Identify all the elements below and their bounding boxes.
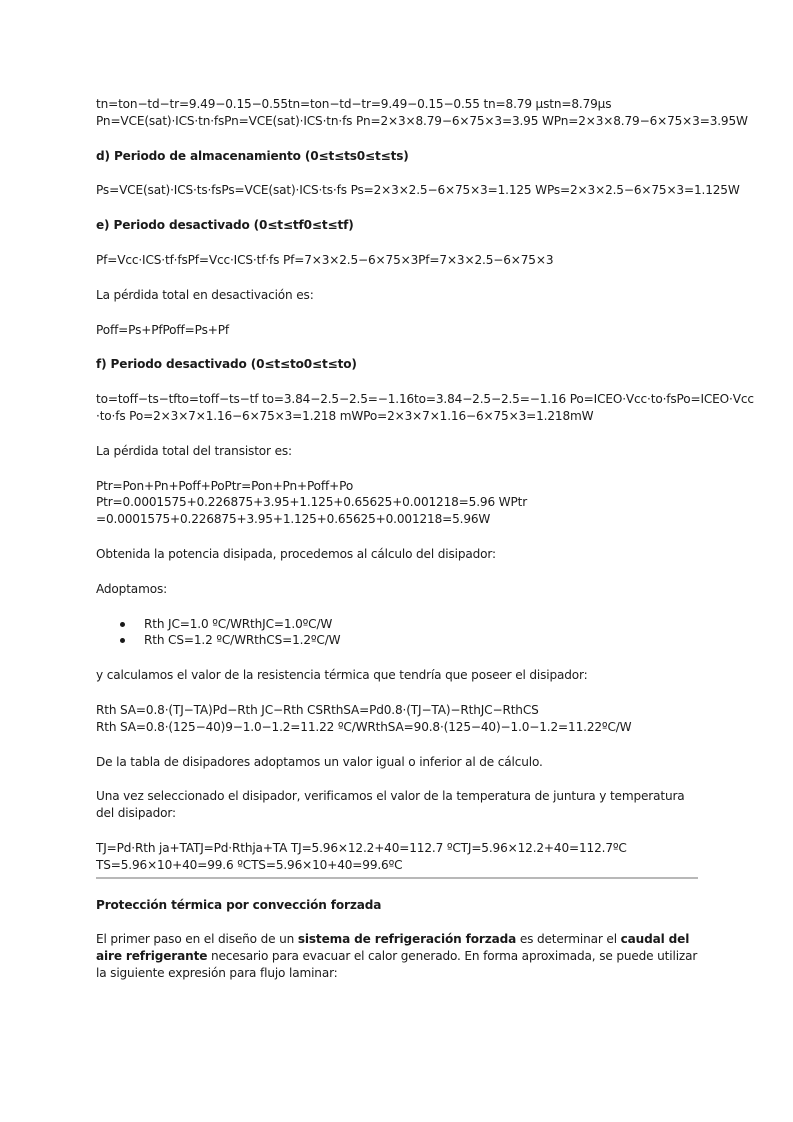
tabla-text: De la tabla de disipadores adoptamos un valor igual o inferior al de cálculo. bbox=[96, 754, 543, 769]
rsa-intro-text: y calculamos el valor de la resistencia térmica que tendría que poseer el disipador: bbox=[96, 668, 588, 683]
paragraph-text-part-3: necesario para evacuar el calor generado. En forma aproximada, se puede utilizar la siguiente expresión para flujo laminar: bbox=[96, 949, 698, 980]
list-item bbox=[120, 632, 703, 649]
tj-formula: TJ=Pd·Rth ja+TATJ=Pd·Rthja+TA TJ=5.96×12.2+40=112.7 ºCTJ=5.96×12.2+40=112.7ºC bbox=[96, 840, 627, 855]
pn-formula: Pn=VCE(sat)·ICS·tn·fsPn=VCE(sat)·ICS·tn·fs Pn=2×3×8.79−6×75×3=3.95 WPn=2×3×8.79−6×75×3=3.95W bbox=[96, 113, 748, 128]
bold-term-air-flow: caudal del aire refrigerante bbox=[96, 932, 690, 964]
to-formula-line-1: to=toff−ts−tfto=toff−ts−tf to=3.84−2.5−2.5=−1.16to=3.84−2.5−2.5=−1.16 Po=ICEO·Vcc·to·fsPo=ICEO·Vcc bbox=[96, 392, 754, 407]
heading-off-period-tf: e) Periodo desactivado (0≤t≤tf0≤t≤tf) bbox=[96, 218, 354, 233]
to-formula-line-2: ·to·fs Po=2×3×7×1.16−6×75×3=1.218 mWPo=2×3×7×1.16−6×75×3=1.218mW bbox=[96, 408, 594, 423]
adoptamos-text: Adoptamos: bbox=[96, 581, 168, 596]
paragraph-text-part-2: es determinar el bbox=[516, 932, 621, 947]
poff-formula: Poff=Ps+PfPoff=Ps+Pf bbox=[96, 322, 229, 337]
poff-intro-text: La pérdida total en desactivación es: bbox=[96, 287, 314, 302]
bullet-text-rthjc: Rth JC=1.0 ºC/WRthJC=1.0ºC/W bbox=[144, 616, 333, 631]
heading-off-period-to: f) Periodo desactivado (0≤t≤to0≤t≤to) bbox=[96, 357, 357, 372]
ps-formula: Ps=VCE(sat)·ICS·ts·fsPs=VCE(sat)·ICS·ts·fs Ps=2×3×2.5−6×75×3=1.125 WPs=2×3×2.5−6×75×3=1.125W bbox=[96, 183, 740, 198]
bold-term-forced-cooling: sistema de refrigeración forzada bbox=[297, 932, 517, 947]
potencia-text: Obtenida la potencia disipada, procedemos al cálculo del disipador: bbox=[96, 546, 496, 561]
bullet-icon bbox=[120, 638, 125, 643]
bullet-text-rthcs: Rth CS=1.2 ºC/WRthCS=1.2ºC/W bbox=[144, 633, 341, 648]
ptr-formula-line-2: Ptr=0.0001575+0.226875+3.95+1.125+0.65625+0.001218=5.96 WPtr bbox=[96, 495, 528, 510]
rsa-formula-line-1: Rth SA=0.8·(TJ−TA)Pd−Rth JC−Rth CSRthSA=Pd0.8·(TJ−TA)−RthJC−RthCS bbox=[96, 702, 539, 717]
ts-formula: TS=5.96×10+40=99.6 ºCTS=5.96×10+40=99.6ºC bbox=[96, 857, 403, 872]
verification-text: Una vez seleccionado el disipador, verificamos el valor de la temperatura de juntura y temperatura del disipador: bbox=[96, 789, 685, 821]
tn-formula: tn=ton−td−tr=9.49−0.15−0.55tn=ton−td−tr=9.49−0.15−0.55 tn=8.79 μstn=8.79μs bbox=[96, 97, 612, 111]
bullet-icon bbox=[120, 622, 125, 627]
rsa-formula-line-2: Rth SA=0.8·(125−40)9−1.0−1.2=11.22 ºC/WRthSA=90.8·(125−40)−1.0−1.2=11.22ºC/W bbox=[96, 719, 632, 734]
ptr-formula-line-3: =0.0001575+0.226875+3.95+1.125+0.65625+0.001218=5.96W bbox=[96, 512, 491, 527]
forced-cooling-paragraph bbox=[96, 931, 700, 981]
thermal-resistance-list bbox=[96, 616, 703, 650]
ptr-intro-text: La pérdida total del transistor es: bbox=[96, 443, 292, 458]
list-item bbox=[120, 616, 703, 633]
ptr-formula-line-1: Ptr=Pon+Pn+Poff+PoPtr=Pon+Pn+Poff+Po bbox=[96, 478, 354, 493]
heading-forced-convection: Protección térmica por convección forzada bbox=[96, 897, 382, 912]
pf-formula: Pf=Vcc·ICS·tf·fsPf=Vcc·ICS·tf·fs Pf=7×3×2.5−6×75×3Pf=7×3×2.5−6×75×3 bbox=[96, 252, 554, 267]
heading-storage-period: d) Periodo de almacenamiento (0≤t≤ts0≤t≤ts) bbox=[96, 148, 409, 163]
paragraph-text-part-1: El primer paso en el diseño de un bbox=[96, 932, 298, 947]
